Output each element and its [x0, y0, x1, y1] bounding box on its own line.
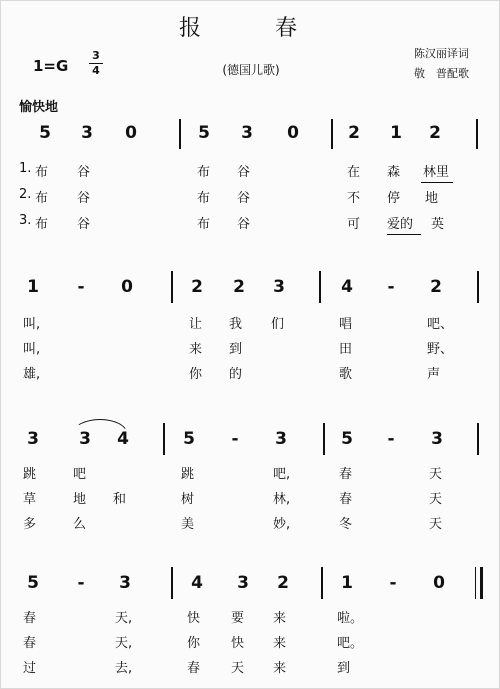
- note: 5: [39, 123, 51, 143]
- lyric: 可: [347, 217, 361, 232]
- verse-number: 3.: [19, 213, 32, 228]
- lyric: 在: [347, 165, 361, 180]
- lyric: 森: [387, 165, 401, 180]
- lyric: 谷: [237, 165, 251, 180]
- lyric: 和: [113, 492, 127, 507]
- lyric: 地: [73, 492, 87, 507]
- note: -: [389, 573, 397, 593]
- lyric: 来: [189, 342, 203, 357]
- lyric: 来: [273, 661, 287, 676]
- double-bar-line-thin: [475, 567, 476, 599]
- lyric: 布: [35, 217, 49, 232]
- lyric: 到: [337, 661, 351, 676]
- note: -: [387, 429, 395, 449]
- lyric: 唱: [339, 317, 353, 332]
- lyric: 去,: [115, 661, 133, 676]
- lyric: 布: [197, 165, 211, 180]
- lyric: 我: [229, 317, 243, 332]
- lyric: 快: [231, 636, 245, 651]
- note: 5: [198, 123, 210, 143]
- lyric: 来: [273, 611, 287, 626]
- lyric: 要: [231, 611, 245, 626]
- lyric: 的: [229, 367, 243, 382]
- lyric: 英: [431, 217, 445, 232]
- bar-line: [319, 271, 321, 303]
- note: -: [387, 277, 395, 297]
- note: 1: [390, 123, 402, 143]
- slur-underline: [387, 234, 421, 235]
- song-subtitle: (德国儿歌): [222, 63, 280, 77]
- note: 2: [348, 123, 360, 143]
- bar-line: [163, 423, 165, 455]
- lyric: 天,: [115, 636, 133, 651]
- lyric: 天: [231, 661, 245, 676]
- lyric: 吧。: [337, 636, 364, 651]
- note: 4: [117, 429, 129, 449]
- lyric: 让: [189, 317, 203, 332]
- lyric: 天: [429, 467, 443, 482]
- note: 3: [275, 429, 287, 449]
- bar-line: [331, 119, 333, 149]
- bar-line: [171, 567, 173, 599]
- lyric: 过: [23, 661, 37, 676]
- note: 0: [121, 277, 133, 297]
- lyric: 雄,: [23, 367, 41, 382]
- note: 3: [273, 277, 285, 297]
- lyric: 春: [23, 636, 37, 651]
- lyric: 跳: [181, 467, 195, 482]
- note: -: [231, 429, 239, 449]
- bar-line: [321, 567, 323, 599]
- lyric: 停: [387, 191, 401, 206]
- lyricist-credit: 陈汉丽译词: [414, 47, 469, 60]
- bar-line: [476, 119, 478, 149]
- lyric: 们: [271, 317, 285, 332]
- lyric: 地: [425, 191, 439, 206]
- lyric: 谷: [77, 165, 91, 180]
- note: 0: [125, 123, 137, 143]
- bar-line: [477, 271, 479, 303]
- lyric: 歌: [339, 367, 353, 382]
- lyric: 谷: [237, 191, 251, 206]
- lyric: 布: [197, 217, 211, 232]
- time-signature-top: 3: [92, 49, 100, 62]
- lyric: 树: [181, 492, 195, 507]
- bar-line: [323, 423, 325, 455]
- lyric: 吧,: [273, 467, 291, 482]
- lyric: 来: [273, 636, 287, 651]
- lyric: 叫,: [23, 317, 41, 332]
- lyric: 爱的: [387, 217, 414, 232]
- slur-underline: [421, 182, 453, 183]
- lyric: 春: [23, 611, 37, 626]
- note: 1: [27, 277, 39, 297]
- note: 5: [27, 573, 39, 593]
- note: 3: [237, 573, 249, 593]
- lyric: 吧: [73, 467, 87, 482]
- lyric: 美: [181, 517, 195, 532]
- lyric: 林,: [273, 492, 291, 507]
- lyric: 跳: [23, 467, 37, 482]
- note: 2: [429, 123, 441, 143]
- note: 2: [233, 277, 245, 297]
- bar-line: [171, 271, 173, 303]
- double-bar-line-thick: [480, 567, 483, 599]
- lyric: 叫,: [23, 342, 41, 357]
- lyric: 到: [229, 342, 243, 357]
- lyric: 天,: [115, 611, 133, 626]
- note: 3: [431, 429, 443, 449]
- bar-line: [179, 119, 181, 149]
- lyric: 谷: [77, 191, 91, 206]
- lyric: 天: [429, 517, 443, 532]
- note: 3: [119, 573, 131, 593]
- note: 3: [81, 123, 93, 143]
- time-signature-bottom: 4: [89, 63, 103, 78]
- note: 0: [287, 123, 299, 143]
- note: -: [77, 573, 85, 593]
- lyric: 春: [187, 661, 201, 676]
- lyric: 你: [187, 636, 201, 651]
- lyric: 你: [189, 367, 203, 382]
- lyric: 冬: [339, 517, 353, 532]
- note: 5: [183, 429, 195, 449]
- lyric: 布: [35, 165, 49, 180]
- verse-number: 1.: [19, 161, 32, 176]
- note: 0: [433, 573, 445, 593]
- note: 4: [341, 277, 353, 297]
- note: 5: [341, 429, 353, 449]
- lyric: 妙,: [273, 517, 291, 532]
- arranger-credit: 敬 普配歌: [414, 67, 469, 80]
- lyric: 不: [347, 191, 361, 206]
- lyric: 谷: [237, 217, 251, 232]
- lyric: 布: [197, 191, 211, 206]
- note: 3: [79, 429, 91, 449]
- note: 1: [341, 573, 353, 593]
- note: 2: [191, 277, 203, 297]
- lyric: 吧、: [427, 317, 454, 332]
- lyric: 草: [23, 492, 37, 507]
- lyric: 谷: [77, 217, 91, 232]
- lyric: 快: [187, 611, 201, 626]
- lyric: 林里: [423, 165, 450, 180]
- lyric: 春: [339, 492, 353, 507]
- note: 3: [27, 429, 39, 449]
- song-title: 报 春: [178, 16, 323, 41]
- bar-line: [477, 423, 479, 455]
- lyric: 野、: [427, 342, 454, 357]
- note: 2: [277, 573, 289, 593]
- lyric: 啦。: [337, 611, 364, 626]
- tempo-marking: 愉快地: [19, 100, 59, 115]
- lyric: 么: [73, 517, 87, 532]
- note: 2: [430, 277, 442, 297]
- lyric: 春: [339, 467, 353, 482]
- note: 4: [191, 573, 203, 593]
- note: 3: [241, 123, 253, 143]
- lyric: 布: [35, 191, 49, 206]
- note: -: [77, 277, 85, 297]
- lyric: 声: [427, 367, 441, 382]
- lyric: 天: [429, 492, 443, 507]
- lyric: 田: [339, 342, 353, 357]
- key-signature: 1=G: [33, 57, 69, 75]
- verse-number: 2.: [19, 187, 32, 202]
- lyric: 多: [23, 517, 37, 532]
